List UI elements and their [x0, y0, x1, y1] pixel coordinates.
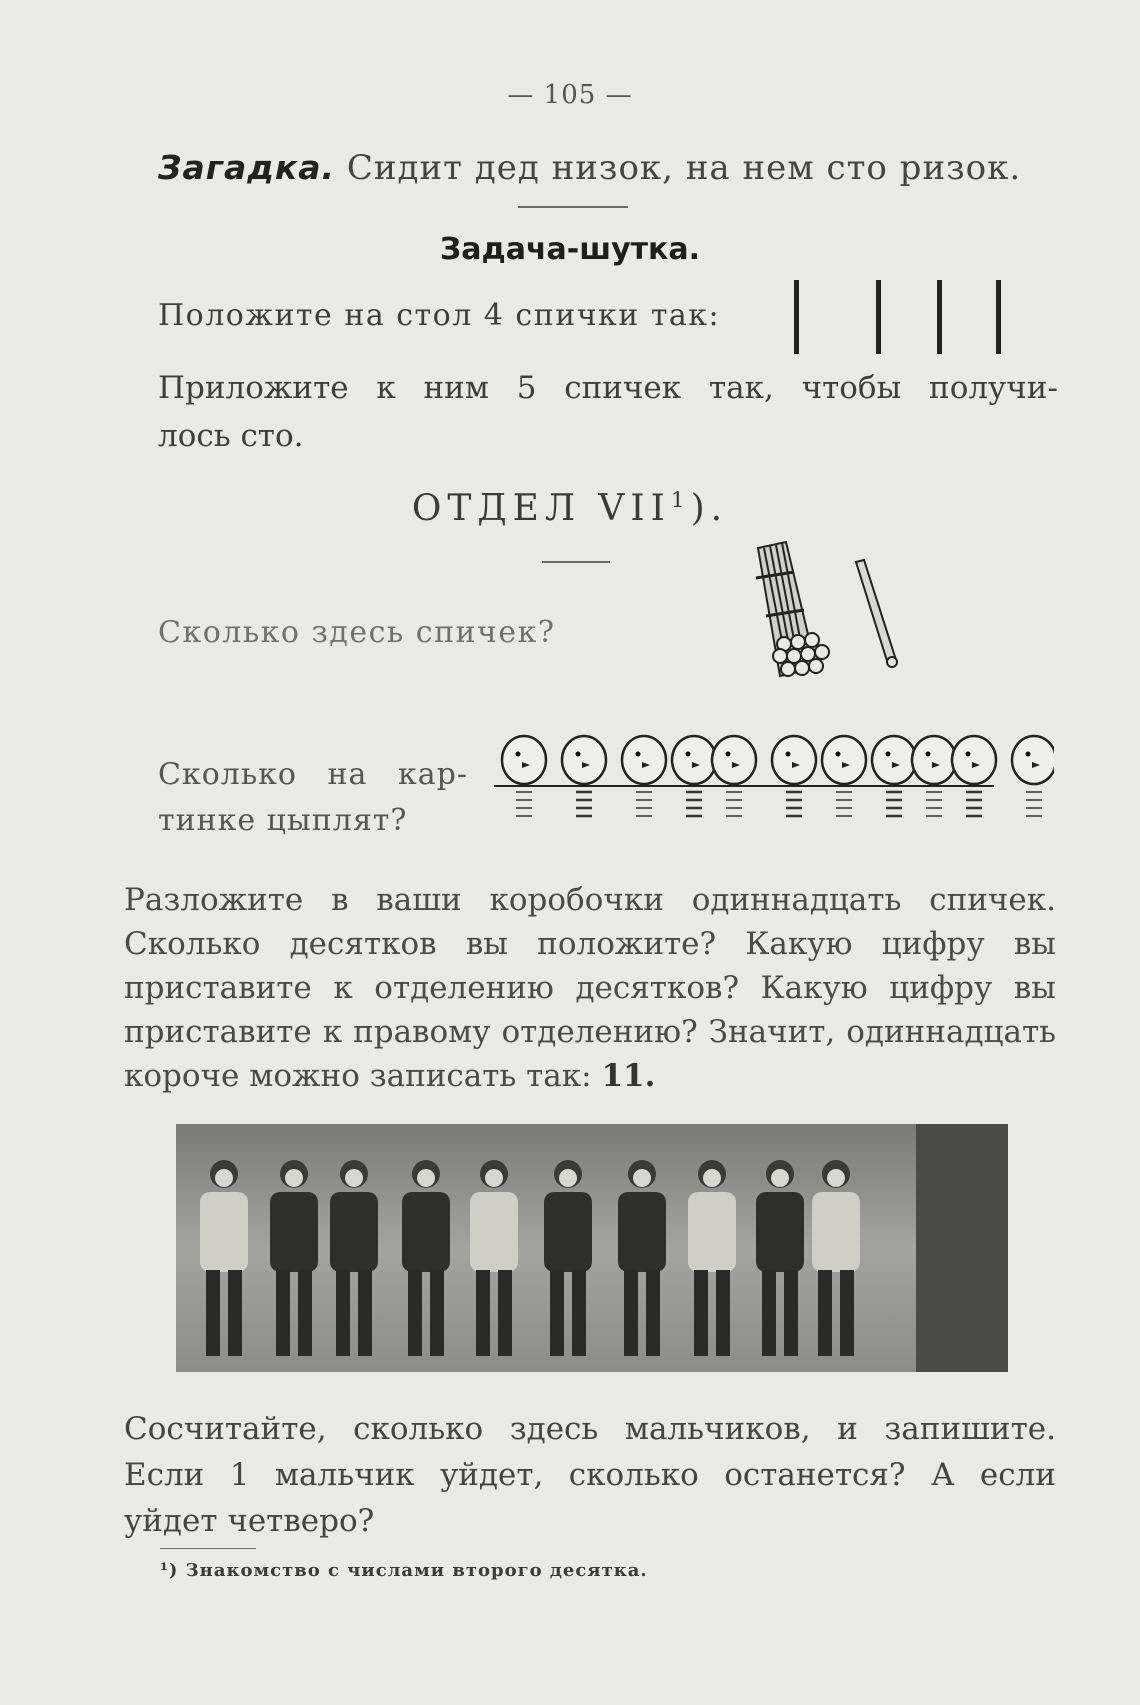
- word: кар-: [398, 757, 468, 792]
- word: к: [333, 970, 353, 1006]
- word: так,: [708, 370, 774, 406]
- word: и: [837, 1411, 858, 1447]
- section-title: [0, 488, 1140, 529]
- text-line: [158, 752, 468, 798]
- word: десятков: [289, 926, 437, 962]
- text-line: уйдет четверо?: [124, 1503, 375, 1539]
- text-line: лось сто.: [158, 418, 304, 454]
- match-stick: [876, 280, 881, 354]
- text-line: [158, 364, 1058, 412]
- text-line: [124, 1010, 1056, 1054]
- word: останется?: [724, 1457, 906, 1493]
- word: десятков?: [575, 970, 740, 1006]
- word: ним: [423, 370, 489, 406]
- word: Разложите: [124, 882, 304, 918]
- word: отделению: [374, 970, 554, 1006]
- riddle-label: Загадка.: [158, 148, 336, 187]
- word: в: [331, 882, 349, 918]
- match-stick: [996, 280, 1001, 354]
- word: к: [376, 370, 396, 406]
- page-number: — 105 —: [507, 80, 633, 110]
- joke-task-line1: Положите на стол 4 спички так:: [158, 298, 721, 333]
- word: мальчик: [274, 1457, 415, 1493]
- word: цифру: [889, 970, 993, 1006]
- word: правому: [353, 1014, 491, 1050]
- word: если: [979, 1457, 1056, 1493]
- chick-icon: [712, 736, 756, 816]
- word: Значит,: [708, 1014, 836, 1050]
- word: Какую: [760, 970, 868, 1006]
- match-stick: [794, 280, 799, 354]
- text-line: [124, 1452, 1056, 1498]
- word: коробочки: [489, 882, 664, 918]
- text-line: [124, 1406, 1056, 1452]
- word: здесь: [509, 1411, 599, 1447]
- chick-icon: [562, 736, 606, 816]
- word: получи-: [929, 370, 1058, 406]
- bundle-of-ten-icon: [756, 542, 829, 676]
- word: уйдет,: [440, 1457, 544, 1493]
- word: Если: [124, 1457, 205, 1493]
- word: на: [327, 757, 368, 792]
- word: приставите: [124, 1014, 312, 1050]
- word: спичек: [564, 370, 682, 406]
- word: приставите: [124, 970, 312, 1006]
- word: положите?: [537, 926, 717, 962]
- chick-icon: [872, 736, 916, 816]
- four-matches-illustration: [780, 278, 1020, 358]
- riddle: [158, 148, 1021, 188]
- matches-bundle-illustration: [750, 538, 900, 684]
- text-line: [124, 1054, 1056, 1098]
- word: отделению?: [501, 1014, 698, 1050]
- divider: [542, 561, 610, 563]
- word: вы: [1013, 970, 1056, 1006]
- word: вы: [1013, 926, 1056, 962]
- word: чтобы: [801, 370, 902, 406]
- word: Сосчитайте,: [124, 1411, 327, 1447]
- chick-icon: [672, 736, 716, 816]
- match-stick: [937, 280, 942, 354]
- question-matches: Сколько здесь спичек?: [158, 615, 556, 650]
- word: 5: [516, 370, 537, 406]
- word: одиннадцать: [846, 1014, 1056, 1050]
- word: спичек.: [929, 882, 1056, 918]
- word: ваши: [376, 882, 462, 918]
- word: Сколько: [124, 926, 261, 962]
- footnote-rule: [160, 1548, 256, 1549]
- footnote: ¹) Знакомство с числами второго десятка.: [160, 1560, 648, 1581]
- word: к: [322, 1014, 343, 1050]
- chick-icon: [912, 736, 956, 816]
- single-match-icon: [856, 560, 897, 667]
- word: мальчиков,: [624, 1411, 811, 1447]
- chick-icon: [822, 736, 866, 816]
- word: сколько: [353, 1411, 484, 1447]
- word: запишите.: [884, 1411, 1056, 1447]
- text-line: [124, 966, 1056, 1010]
- chick-icon: [952, 736, 996, 816]
- word: А: [930, 1457, 955, 1493]
- chick-icon: [1012, 736, 1054, 816]
- word: Приложите: [158, 370, 349, 406]
- text-line: тинке цыплят?: [158, 803, 408, 838]
- chicks-illustration: [494, 720, 1054, 850]
- joke-task-title: Задача-шутка.: [439, 232, 701, 267]
- text-segment: короче можно записать так:: [124, 1058, 602, 1094]
- question-chicks: [158, 752, 468, 844]
- divider: [518, 206, 628, 208]
- chick-icon: [622, 736, 666, 816]
- paragraph-eleven: [124, 878, 1056, 1098]
- word: Сколько: [158, 757, 297, 792]
- riddle-text: Сидит дед низок, на нем сто ризок.: [335, 148, 1022, 188]
- number-eleven: 11.: [601, 1058, 656, 1094]
- chick-icon: [502, 736, 546, 816]
- section-title-text: ОТДЕЛ VII: [411, 488, 671, 529]
- joke-task-line2: [158, 364, 1058, 460]
- chick-icon: [772, 736, 816, 816]
- word: 1: [229, 1457, 250, 1493]
- footnote-mark: 1: [670, 488, 691, 513]
- word: одиннадцать: [691, 882, 902, 918]
- section-title-suffix: ).: [690, 488, 729, 529]
- text-line: [124, 922, 1056, 966]
- word: вы: [465, 926, 508, 962]
- word: цифру: [881, 926, 985, 962]
- text-line: [124, 878, 1056, 922]
- word: сколько: [568, 1457, 699, 1493]
- boys-photograph: [176, 1124, 1008, 1372]
- paragraph-boys: [124, 1406, 1056, 1544]
- word: Какую: [745, 926, 853, 962]
